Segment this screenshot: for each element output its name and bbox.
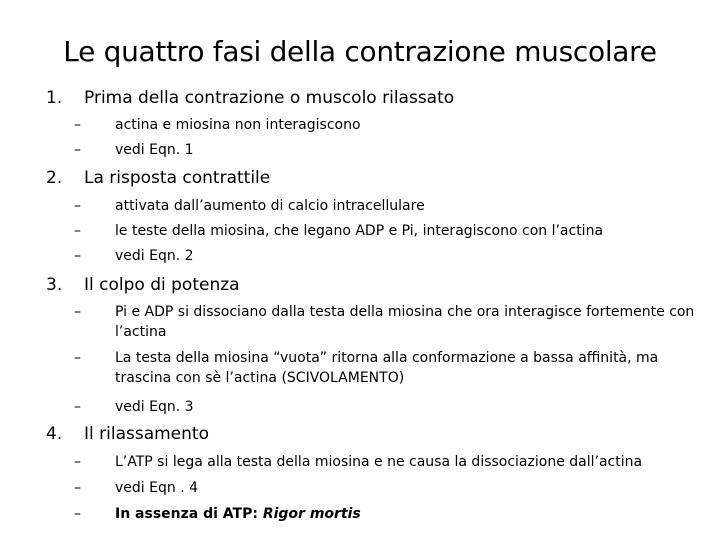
section-3-bullet-1: Pi e ADP si dissociano dalla testa della miosina che ora interagisce fortemente con l’actina — [115, 304, 695, 340]
dash-marker: – — [74, 350, 81, 366]
section-1-bullet-1: actina e miosina non interagiscono — [115, 117, 361, 133]
slide-title: Le quattro fasi della contrazione muscolare — [63, 35, 657, 68]
section-3-heading: Il colpo di potenza — [84, 275, 240, 295]
section-2-bullet-2: le teste della miosina, che legano ADP e Pi, interagiscono con l’actina — [115, 223, 604, 239]
dash-marker: – — [74, 117, 81, 133]
dash-marker: – — [74, 248, 81, 264]
section-1-bullet-2: vedi Eqn. 1 — [115, 142, 194, 158]
section-4-bullet-3 — [115, 504, 695, 524]
section-2-heading: La risposta contrattile — [84, 168, 271, 188]
rigor-mortis-term: Rigor mortis — [262, 506, 361, 522]
section-1-number: 1. — [46, 88, 63, 108]
dash-marker: – — [74, 480, 81, 496]
section-2-bullet-3: vedi Eqn. 2 — [115, 248, 194, 264]
section-3-bullet-2: La testa della miosina “vuota” ritorna alla conformazione a bassa affinità, ma trascina con sè l’actina (SCIVOLAMENTO) — [115, 350, 659, 386]
section-4-bullet-2: vedi Eqn . 4 — [115, 480, 198, 496]
dash-marker: – — [74, 454, 81, 470]
dash-marker: – — [74, 142, 81, 158]
section-1-heading: Prima della contrazione o muscolo rilassato — [84, 88, 455, 108]
dash-marker: – — [74, 198, 81, 214]
section-3-bullet-3: vedi Eqn. 3 — [115, 399, 194, 415]
rigor-mortis-prefix: In assenza di ATP: — [115, 506, 263, 522]
dash-marker: – — [74, 399, 81, 415]
section-2-bullet-1: attivata dall’aumento di calcio intracellulare — [115, 198, 425, 214]
section-2-number: 2. — [46, 168, 63, 188]
section-4-number: 4. — [46, 424, 63, 444]
section-4-heading: Il rilassamento — [84, 424, 209, 444]
dash-marker: – — [74, 506, 81, 522]
section-3-number: 3. — [46, 275, 63, 295]
dash-marker: – — [74, 223, 81, 239]
dash-marker: – — [74, 304, 81, 320]
section-4-bullet-1: L’ATP si lega alla testa della miosina e ne causa la dissociazione dall’actina — [115, 454, 643, 470]
